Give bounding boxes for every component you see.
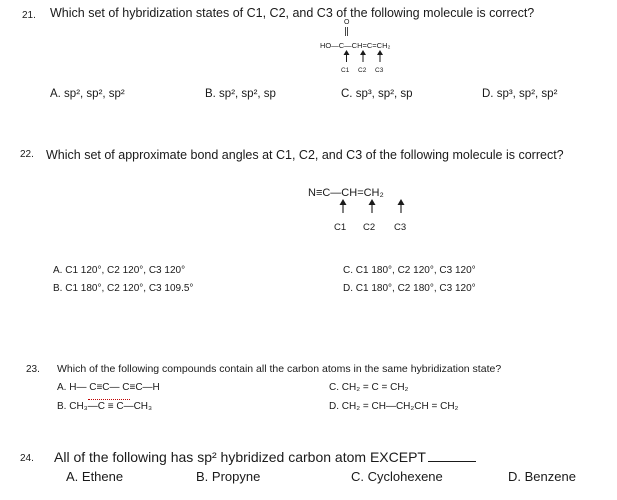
question-text: Which of the following compounds contain all the carbon atoms in the same hybridization state? [57, 363, 502, 375]
carbon-label: C1 [341, 67, 350, 74]
question-number: 24. [20, 453, 34, 464]
carbon-label: C3 [375, 67, 384, 74]
answer-option-a[interactable]: A. Ethene [66, 469, 124, 484]
molecule-formula: N≡C—CH=CH₂ [308, 187, 384, 199]
molecule-diagram-21 [300, 16, 420, 80]
answer-option-d[interactable]: D. Benzene [508, 469, 576, 484]
molecule-formula: HO—C—CH=C=CH₂ [320, 41, 391, 50]
answer-option-a[interactable]: A. H— C≡C— C≡C—H [57, 382, 160, 393]
answer-option-d[interactable]: D. C1 180°, C2 180°, C3 120° [343, 283, 476, 294]
answer-option-b[interactable]: B. sp², sp², sp [205, 88, 276, 100]
question-text-content: All of the following has sp² hybridized carbon atom EXCEPT [54, 449, 426, 465]
answer-option-d[interactable]: D. sp³, sp², sp² [482, 88, 558, 100]
answer-blank [428, 449, 476, 462]
answer-option-a[interactable]: A. sp², sp², sp² [50, 88, 125, 100]
question-number: 21. [22, 10, 36, 21]
answer-option-c[interactable]: C. sp³, sp², sp [341, 88, 413, 100]
carbon-label: C2 [363, 222, 376, 233]
spellcheck-underline [88, 396, 130, 400]
answer-option-c[interactable]: C. Cyclohexene [351, 469, 443, 484]
question-text [54, 449, 476, 465]
answer-option-c[interactable]: C. CH₂ = C = CH₂ [329, 382, 409, 393]
answer-option-a[interactable]: A. C1 120°, C2 120°, C3 120° [53, 265, 186, 276]
molecule-diagram-22 [300, 180, 440, 240]
carbonyl-oxygen: O [344, 19, 350, 26]
answer-option-d[interactable]: D. CH₂ = CH—CH₂CH = CH₂ [329, 401, 459, 412]
answer-option-c[interactable]: C. C1 180°, C2 120°, C3 120° [343, 265, 476, 276]
carbon-label: C2 [358, 67, 367, 74]
carbon-label: C3 [394, 222, 407, 233]
answer-option-b[interactable]: B. Propyne [196, 469, 261, 484]
carbon-label: C1 [334, 222, 347, 233]
answer-option-b[interactable]: B. C1 180°, C2 120°, C3 109.5° [53, 283, 194, 294]
answer-option-b[interactable]: B. CH₃—C ≡ C—CH₃ [57, 401, 153, 412]
question-text: Which set of hybridization states of C1, C2, and C3 of the following molecule is correct? [50, 6, 535, 20]
question-number: 23. [26, 364, 40, 375]
question-text: Which set of approximate bond angles at C1, C2, and C3 of the following molecule is correct? [46, 148, 564, 162]
question-number: 22. [20, 149, 34, 160]
